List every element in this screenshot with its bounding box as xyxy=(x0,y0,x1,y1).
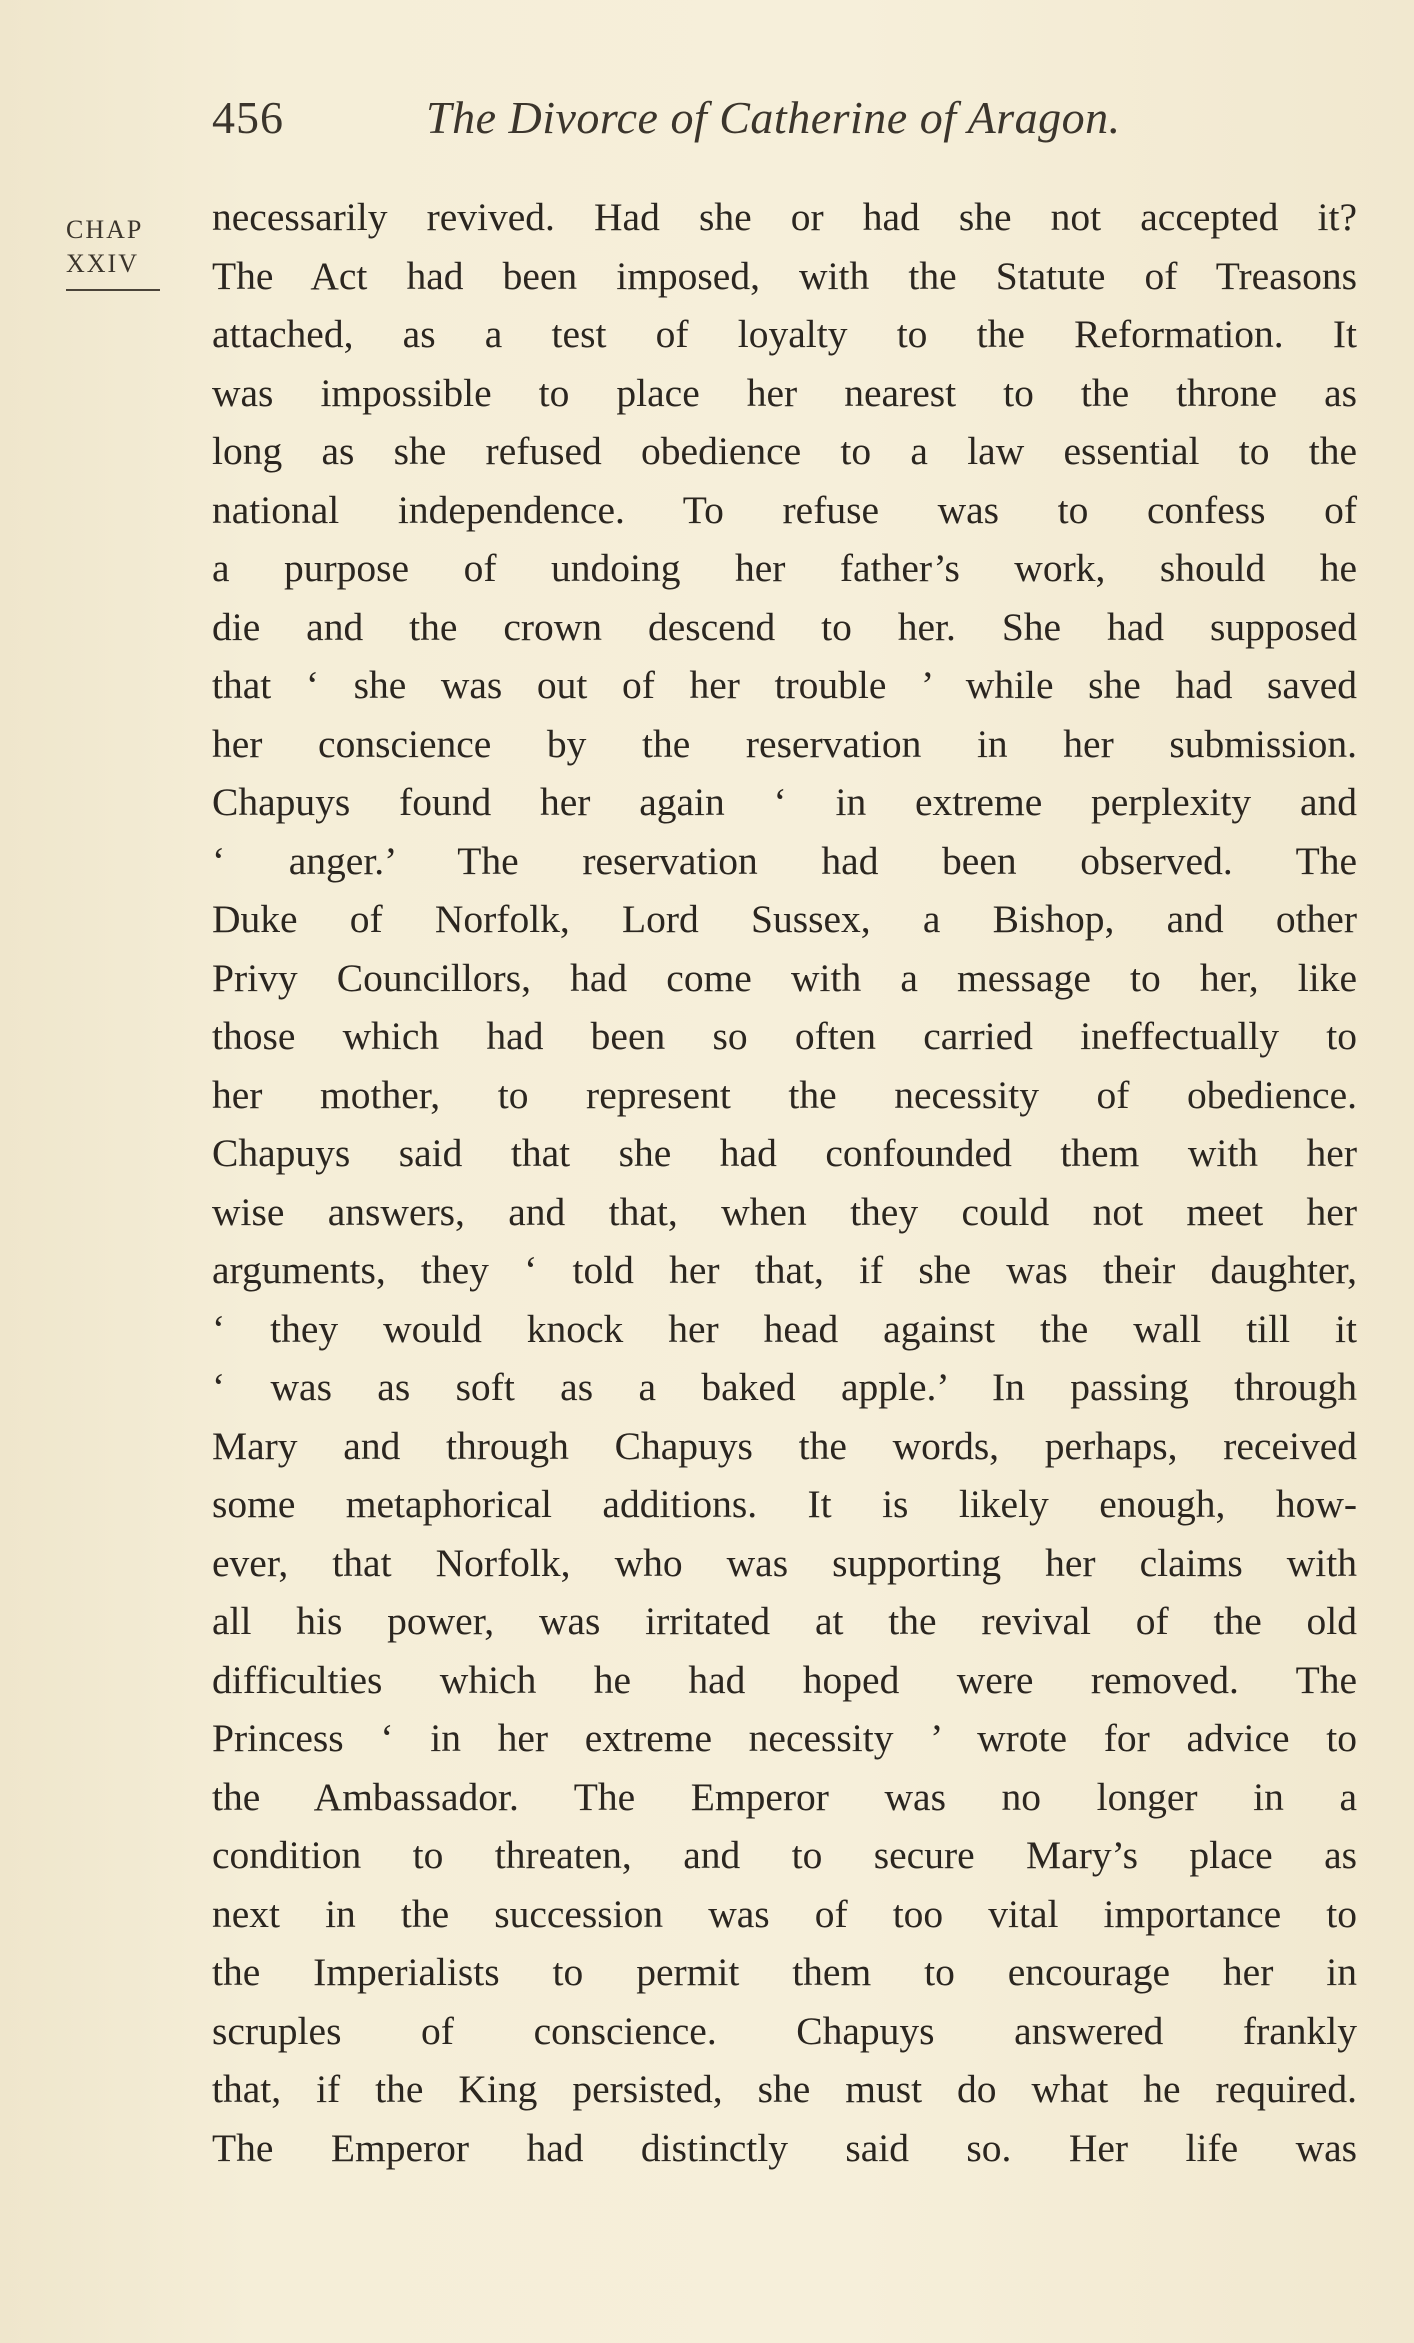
text-line: Princess ‘ in her extreme necessity ’ wrote for advice to xyxy=(212,1716,1357,1760)
text-line: that, if the King persisted, she must do what he required. xyxy=(212,2067,1357,2111)
running-title: The Divorce of Catherine of Aragon. xyxy=(426,92,1121,143)
text-line: Mary and through Chapuys the words, perhaps, received xyxy=(212,1423,1357,1468)
text-line: that ‘ she was out of her trouble ’ while she had saved xyxy=(212,663,1357,707)
text-line: arguments, they ‘ told her that, if she was their daughter, xyxy=(212,1248,1357,1292)
text-line: die and the crown descend to her. She had supposed xyxy=(212,604,1357,649)
text-line: ‘ anger.’ The reservation had been observed. The xyxy=(212,838,1357,883)
text-line: The Emperor had distinctly said so. Her life was xyxy=(212,2125,1357,2170)
text-line: difficulties which he had hoped were removed. The xyxy=(212,1657,1357,1702)
text-line: ‘ they would knock her head against the wall till it xyxy=(212,1306,1357,1351)
margin-note-rule xyxy=(66,289,160,291)
text-line: her mother, to represent the necessity of obedience. xyxy=(212,1072,1357,1117)
text-line: a purpose of undoing her father’s work, should he xyxy=(212,546,1357,590)
text-line: next in the succession was of too vital importance to xyxy=(212,1891,1357,1936)
chapter-margin-note xyxy=(66,213,162,291)
body-text xyxy=(212,188,1357,2177)
text-line: national independence. To refuse was to confess of xyxy=(212,487,1357,532)
margin-note-number: XXIV xyxy=(66,249,139,278)
text-line: Chapuys said that she had confounded them with her xyxy=(212,1131,1357,1175)
text-line: those which had been so often carried ineffectually to xyxy=(212,1014,1357,1058)
text-line: her conscience by the reservation in her submission. xyxy=(212,721,1357,766)
text-line: long as she refused obedience to a law essential to the xyxy=(212,429,1357,473)
text-line: all his power, was irritated at the revival of the old xyxy=(212,1599,1357,1643)
text-line: wise answers, and that, when they could not meet her xyxy=(212,1189,1357,1234)
text-line: condition to threaten, and to secure Mary’s place as xyxy=(212,1833,1357,1877)
margin-note-chap: CHAP xyxy=(66,215,144,244)
text-line: The Act had been imposed, with the Statute of Treasons xyxy=(212,253,1357,298)
page-number: 456 xyxy=(212,92,284,143)
text-line: ‘ was as soft as a baked apple.’ In passing through xyxy=(212,1365,1357,1409)
text-line: scruples of conscience. Chapuys answered frankly xyxy=(212,2008,1357,2053)
text-line: the Imperialists to permit them to encourage her in xyxy=(212,1950,1357,1994)
text-line: Duke of Norfolk, Lord Sussex, a Bishop, and other xyxy=(212,897,1357,941)
text-line: was impossible to place her nearest to the throne as xyxy=(212,370,1357,415)
text-line: Privy Councillors, had come with a message to her, like xyxy=(212,955,1357,1000)
text-line: some metaphorical additions. It is likely enough, how- xyxy=(212,1482,1357,1526)
running-header xyxy=(212,88,1362,148)
text-line: ever, that Norfolk, who was supporting her claims with xyxy=(212,1540,1357,1585)
text-line: Chapuys found her again ‘ in extreme perplexity and xyxy=(212,780,1357,824)
text-line: the Ambassador. The Emperor was no longer in a xyxy=(212,1774,1357,1819)
text-line: attached, as a test of loyalty to the Reformation. It xyxy=(212,312,1357,356)
text-line: necessarily revived. Had she or had she not accepted it? xyxy=(212,195,1357,239)
